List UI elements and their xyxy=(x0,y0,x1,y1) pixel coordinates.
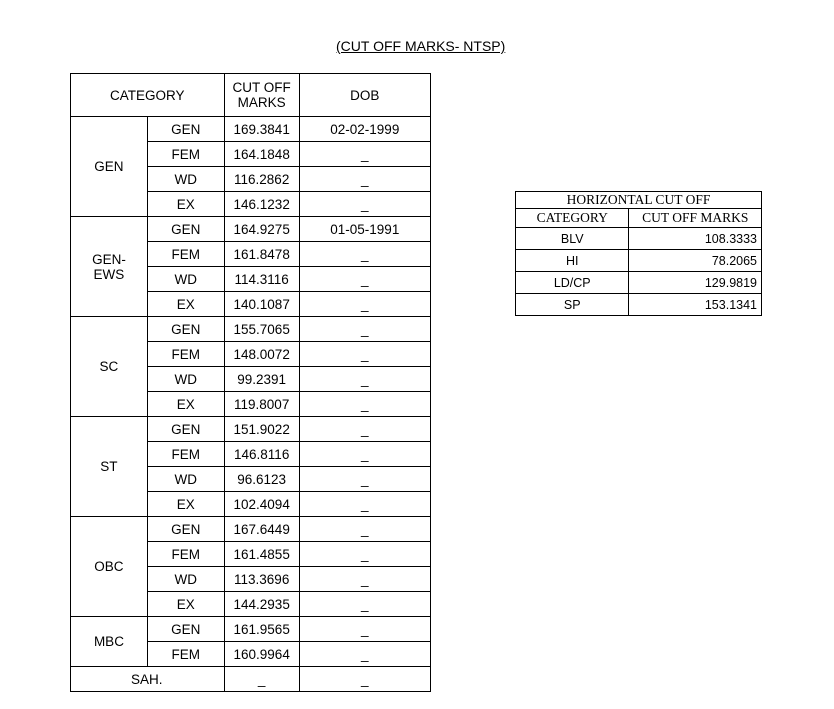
dob-cell: _ xyxy=(299,367,430,392)
header-cut-off-line2: MARKS xyxy=(237,95,286,110)
cutoff-table-body xyxy=(71,117,431,667)
horizontal-row xyxy=(516,250,762,272)
horizontal-header-row xyxy=(516,209,762,228)
table-row xyxy=(71,417,431,442)
marks-cell: 161.9565 xyxy=(224,617,299,642)
category-cell: SC xyxy=(71,317,148,417)
subcategory-cell: FEM xyxy=(147,242,224,267)
header-cut-off-marks xyxy=(224,74,299,117)
horizontal-marks-cell: 129.9819 xyxy=(629,272,762,294)
subcategory-cell: EX xyxy=(147,592,224,617)
category-line2: EWS xyxy=(93,266,125,282)
header-cut-off-line1: CUT OFF xyxy=(232,80,291,95)
subcategory-cell: GEN xyxy=(147,517,224,542)
dob-cell: _ xyxy=(299,267,430,292)
marks-cell: 164.1848 xyxy=(224,142,299,167)
marks-cell: 140.1087 xyxy=(224,292,299,317)
marks-cell: 116.2862 xyxy=(224,167,299,192)
subcategory-cell: WD xyxy=(147,367,224,392)
dob-cell: _ xyxy=(299,442,430,467)
horizontal-category-cell: HI xyxy=(516,250,629,272)
marks-cell: 144.2935 xyxy=(224,592,299,617)
horizontal-marks-cell: 153.1341 xyxy=(629,294,762,316)
subcategory-cell: WD xyxy=(147,167,224,192)
marks-cell: 148.0072 xyxy=(224,342,299,367)
marks-cell: 119.8007 xyxy=(224,392,299,417)
dob-cell: _ xyxy=(299,492,430,517)
subcategory-cell: GEN xyxy=(147,217,224,242)
subcategory-cell: EX xyxy=(147,492,224,517)
horizontal-row xyxy=(516,228,762,250)
dob-cell: _ xyxy=(299,517,430,542)
sah-marks: _ xyxy=(224,667,299,692)
horizontal-header-category: CATEGORY xyxy=(516,209,629,228)
sah-dob: _ xyxy=(299,667,430,692)
sah-label: SAH. xyxy=(71,667,225,692)
dob-cell: _ xyxy=(299,317,430,342)
table-row xyxy=(71,517,431,542)
dob-cell: _ xyxy=(299,467,430,492)
horizontal-title-row xyxy=(516,192,762,209)
document-title: (CUT OFF MARKS- NTSP) xyxy=(336,38,506,54)
subcategory-cell: FEM xyxy=(147,542,224,567)
dob-cell: _ xyxy=(299,292,430,317)
subcategory-cell: GEN xyxy=(147,617,224,642)
dob-cell: _ xyxy=(299,592,430,617)
horizontal-category-cell: SP xyxy=(516,294,629,316)
subcategory-cell: WD xyxy=(147,467,224,492)
horizontal-table-body xyxy=(516,228,762,316)
table-row xyxy=(71,117,431,142)
marks-cell: 146.1232 xyxy=(224,192,299,217)
horizontal-marks-cell: 108.3333 xyxy=(629,228,762,250)
marks-cell: 167.6449 xyxy=(224,517,299,542)
dob-cell: _ xyxy=(299,167,430,192)
marks-cell: 96.6123 xyxy=(224,467,299,492)
dob-cell: _ xyxy=(299,242,430,267)
category-cell: MBC xyxy=(71,617,148,667)
subcategory-cell: GEN xyxy=(147,117,224,142)
subcategory-cell: EX xyxy=(147,392,224,417)
horizontal-category-cell: BLV xyxy=(516,228,629,250)
dob-cell: _ xyxy=(299,342,430,367)
dob-cell: _ xyxy=(299,617,430,642)
horizontal-cutoff-table xyxy=(515,191,762,316)
table-row-sah xyxy=(71,667,431,692)
dob-cell: _ xyxy=(299,392,430,417)
category-cell xyxy=(71,217,148,317)
subcategory-cell: FEM xyxy=(147,642,224,667)
table-row xyxy=(71,617,431,642)
category-line1: GEN- xyxy=(92,251,126,267)
subcategory-cell: EX xyxy=(147,292,224,317)
marks-cell: 161.8478 xyxy=(224,242,299,267)
dob-cell: _ xyxy=(299,542,430,567)
dob-cell: 02-02-1999 xyxy=(299,117,430,142)
header-category: CATEGORY xyxy=(71,74,225,117)
marks-cell: 151.9022 xyxy=(224,417,299,442)
horizontal-header-marks: CUT OFF MARKS xyxy=(629,209,762,228)
marks-cell: 99.2391 xyxy=(224,367,299,392)
dob-cell: _ xyxy=(299,567,430,592)
table-header-row xyxy=(71,74,431,117)
subcategory-cell: FEM xyxy=(147,142,224,167)
subcategory-cell: FEM xyxy=(147,342,224,367)
subcategory-cell: WD xyxy=(147,267,224,292)
horizontal-marks-cell: 78.2065 xyxy=(629,250,762,272)
header-dob: DOB xyxy=(299,74,430,117)
cutoff-marks-table xyxy=(70,73,431,692)
dob-cell: _ xyxy=(299,192,430,217)
marks-cell: 161.4855 xyxy=(224,542,299,567)
marks-cell: 102.4094 xyxy=(224,492,299,517)
table-row xyxy=(71,217,431,242)
horizontal-category-cell: LD/CP xyxy=(516,272,629,294)
table-row xyxy=(71,317,431,342)
horizontal-title: HORIZONTAL CUT OFF xyxy=(516,192,762,209)
dob-cell: _ xyxy=(299,642,430,667)
marks-cell: 113.3696 xyxy=(224,567,299,592)
marks-cell: 160.9964 xyxy=(224,642,299,667)
subcategory-cell: FEM xyxy=(147,442,224,467)
subcategory-cell: EX xyxy=(147,192,224,217)
marks-cell: 164.9275 xyxy=(224,217,299,242)
category-cell: GEN xyxy=(71,117,148,217)
dob-cell: _ xyxy=(299,142,430,167)
subcategory-cell: GEN xyxy=(147,317,224,342)
dob-cell: 01-05-1991 xyxy=(299,217,430,242)
horizontal-row xyxy=(516,272,762,294)
subcategory-cell: WD xyxy=(147,567,224,592)
marks-cell: 114.3116 xyxy=(224,267,299,292)
horizontal-row xyxy=(516,294,762,316)
marks-cell: 169.3841 xyxy=(224,117,299,142)
category-cell: OBC xyxy=(71,517,148,617)
dob-cell: _ xyxy=(299,417,430,442)
marks-cell: 155.7065 xyxy=(224,317,299,342)
category-cell: ST xyxy=(71,417,148,517)
subcategory-cell: GEN xyxy=(147,417,224,442)
marks-cell: 146.8116 xyxy=(224,442,299,467)
